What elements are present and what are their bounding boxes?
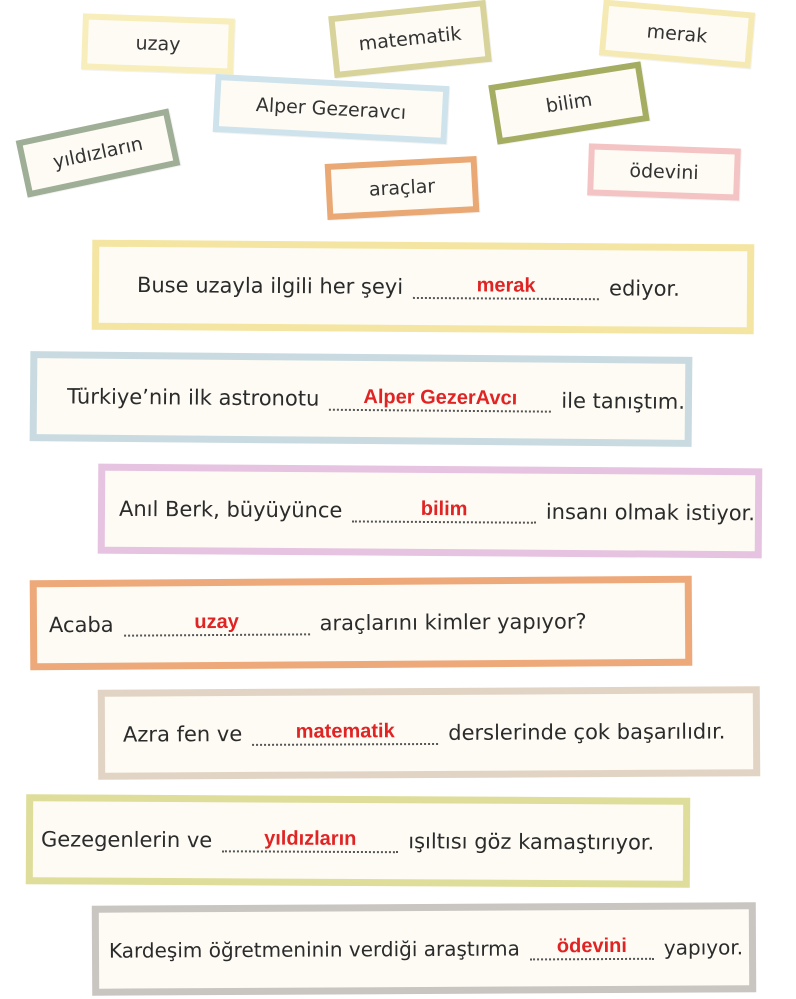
sentence-before: Gezegenlerin ve (40, 827, 213, 853)
sentence-before: Türkiye’nin ilk astronotu (66, 384, 320, 411)
sentence-after: derslerinde çok başarılıdır. (448, 719, 726, 745)
word-tag-bilim (488, 61, 649, 144)
answer-blank[interactable] (252, 721, 438, 746)
sentence-before: Acaba (48, 612, 114, 638)
sentence-before: Azra fen ve (122, 721, 243, 747)
sentence-box-4 (30, 576, 693, 671)
sentence-box-5 (98, 686, 760, 779)
word-tag-araclar (325, 156, 480, 220)
sentence-before: Kardeşim öğretmeninin verdiği araştırma (108, 936, 520, 963)
word-tag-label: ödevini (629, 159, 699, 185)
answer-text: uzay (194, 610, 239, 634)
sentence-after: ile tanıştım. (561, 388, 686, 414)
word-tag-odevini (587, 143, 741, 200)
sentence-box-2 (30, 351, 693, 447)
word-tag-label: merak (645, 20, 709, 48)
answer-blank[interactable] (124, 611, 310, 636)
word-tag-label: uzay (135, 32, 181, 56)
answer-blank[interactable] (413, 275, 599, 300)
sentence-after: araçlarını kimler yapıyor? (319, 609, 587, 636)
sentence-after: ediyor. (609, 276, 680, 301)
answer-text: yıldızların (264, 827, 357, 850)
word-tag-label: yıldızların (51, 132, 145, 174)
word-tag-alper-gezeravci (213, 74, 450, 144)
sentence-box-7 (92, 902, 756, 995)
word-tag-label: araçlar (368, 175, 436, 201)
word-tag-matematik (328, 0, 492, 78)
sentence-before: Buse uzayla ilgili her şeyi (136, 273, 404, 299)
word-tag-label: Alper Gezeravcı (255, 94, 407, 124)
word-tag-yildizlarin (16, 108, 181, 197)
word-tag-label: bilim (544, 88, 594, 118)
sentence-box-1 (92, 240, 755, 335)
sentence-box-6 (26, 794, 690, 887)
word-tag-merak (599, 0, 755, 69)
answer-text: matematik (295, 720, 395, 743)
word-tag-label: matematik (357, 22, 463, 56)
answer-blank[interactable] (530, 936, 654, 961)
answer-blank[interactable] (329, 387, 551, 413)
sentence-before: Anıl Berk, büyüyünce (118, 496, 343, 523)
sentence-after: ışıltısı göz kamaştırıyor. (408, 829, 655, 855)
sentence-box-3 (98, 464, 763, 559)
answer-text: merak (476, 274, 536, 297)
sentence-after: yapıyor. (663, 935, 744, 960)
answer-text: bilim (420, 497, 468, 521)
answer-text: Alper GezerAvcı (363, 386, 518, 410)
sentence-after: insanı olmak istiyor. (545, 499, 756, 526)
answer-blank[interactable] (352, 498, 536, 523)
answer-blank[interactable] (222, 828, 398, 853)
word-tag-uzay (81, 13, 235, 74)
answer-text: ödevini (556, 934, 627, 958)
